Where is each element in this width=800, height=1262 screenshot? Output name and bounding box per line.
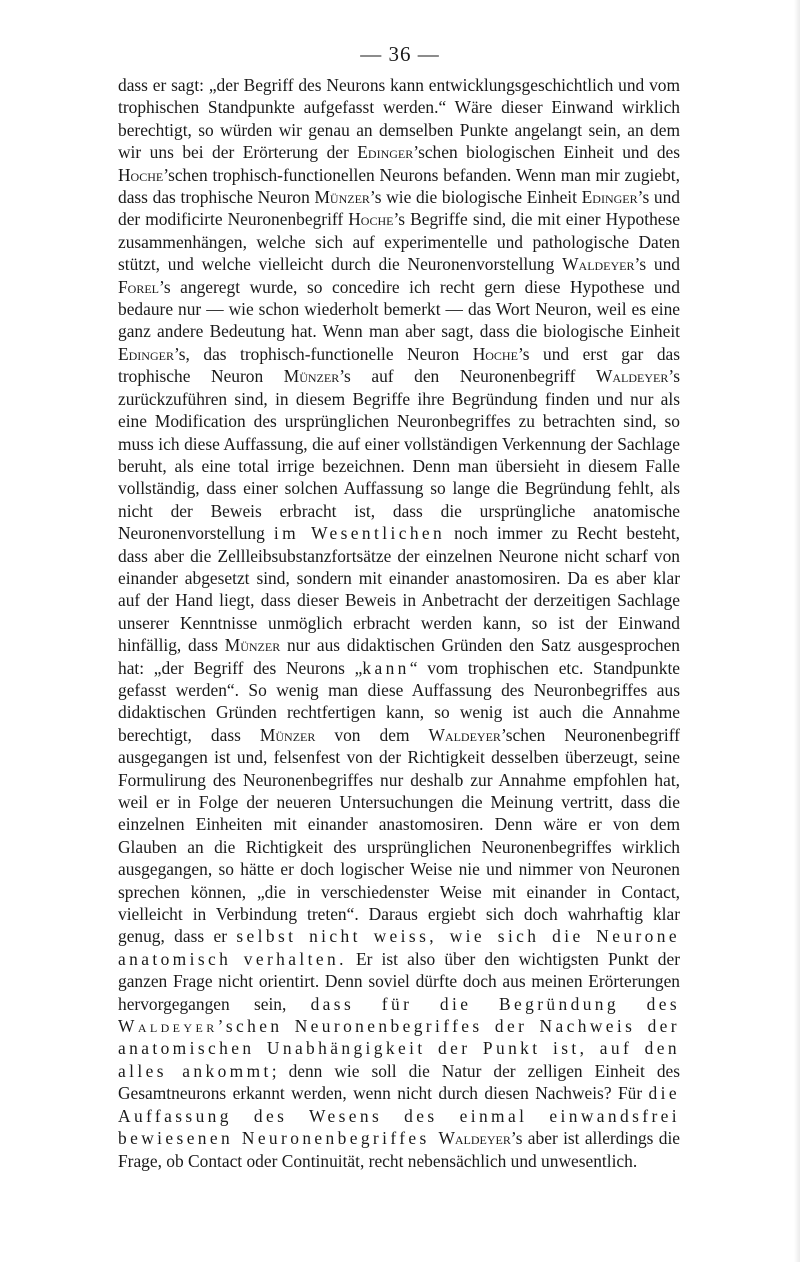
text-run: ’schen trophisch-functionellen Neurons befanden. Wenn man mir zugiebt, dass das trophische Neuron: [118, 164, 680, 208]
author-name-edinger: Edinger: [118, 343, 174, 364]
text-run: ’s angeregt wurde, so concedire ich recht gern diese Hypothese und bedaure nur — wie schon wiederholt bemerkt — das Wort Neuron, weil es eine ganz andere Bedeutung hat. Wenn man aber sagt, dass die biologische Einheit: [118, 276, 680, 342]
emphasis-spaced: im Wesentlichen: [273, 523, 446, 544]
author-name-hoche: Hoche: [348, 209, 394, 230]
author-name-waldeyer: Waldeyer: [428, 724, 501, 745]
emphasis-spaced: ’schen Neuronenbegriffes der Nachweis der anatomischen Unabhängigkeit der Punkt ist, auf den alles ankommt: [118, 1016, 680, 1081]
emphasis-spaced: selbst nicht weiss, wie sich die Neurone anatomisch verhalten.: [118, 926, 680, 969]
text-run: ’s aber ist allerdings die Frage, ob Contact oder Continuität, recht nebensächlich und unwesentlich.: [118, 1128, 680, 1171]
author-name-muenzer: Münzer: [314, 187, 370, 208]
text-run: ’s wie die biologische Einheit: [369, 187, 582, 208]
text-run: dass er sagt: „der Begriff des Neurons kann entwicklungsgeschichtlich und vom trophischen Standpunkte aufgefasst werden.“ Wäre dieser Einwand wirklich berechtigt, so würden wir genau an demselben Punkte angelangt sein, an dem wir uns bei der Erörterung der: [118, 75, 680, 163]
text-run: Er ist also über den wichtigsten Punkt der ganzen Frage nicht orientirt. Denn soviel dürfte doch aus meinen Erörterungen hervorgegangen sein,: [118, 948, 680, 1014]
text-run: ’schen Neuronenbegriff ausgegangen ist und, felsenfest von der Richtigkeit desselben überzeugt, seine Formulirung des Neuronenbegriffes nur deshalb zur Annahme empfohlen hat, weil er in Folge der neueren Untersuchungen die Meinung vertritt, dass die einzelnen Einheiten mit einander anastomosiren. Denn wäre er von dem Glauben an die Richtigkeit des ursprünglichen Neuronenbegriffes wirklich ausgegangen, so hätte er doch logischer Weise nie und nimmer von Neuronen sprechen können, „die in verschiedenster Weise mit einander in Contact, vielleicht in Verbindung treten“. Daraus ergiebt sich doch wahrhaftig klar genug, dass er: [118, 724, 680, 947]
text-run: ’schen biologischen Einheit und des: [413, 142, 680, 163]
text-run: ; denn wie soll die Natur der zelligen Einheit des Gesamtneurons erkannt werden, wenn nicht durch diesen Nachweis? Für: [118, 1060, 681, 1104]
text-run: “ vom trophischen etc. Standpunkte gefasst werden“. So wenig man diese Auffassung des Neuronbegriffes aus didaktischen Gründen rechtfertigen kann, so wenig ist auch die Annahme berechtigt, dass: [118, 657, 680, 745]
text-run: ’s und erst gar das trophische Neuron: [118, 343, 681, 387]
author-name-edinger: Edinger: [581, 187, 638, 208]
author-name-hoche: Hoche: [118, 164, 164, 185]
author-name-muenzer: Münzer: [259, 724, 316, 745]
author-name-edinger: Edinger: [357, 142, 414, 163]
emphasis-spaced: dass für die Begründung des: [310, 993, 681, 1014]
author-name-hoche: Hoche: [472, 343, 518, 364]
page-edge-shadow: [794, 0, 800, 1262]
emphasis-spaced: die Auffassung des Wesens des einmal einwandsfrei bewiesenen Neuronenbegriffes: [118, 1083, 680, 1149]
text-run: ’s und der modificirte Neuronenbegriff: [118, 187, 680, 230]
text-run: nur aus didaktischen Gründen den Satz ausgesprochen hat: „der Begriff des Neurons „: [118, 635, 681, 678]
page-number: — 36 —: [360, 42, 440, 66]
emphasis-spaced: kann: [362, 657, 410, 678]
author-name-waldeyer: Waldeyer: [595, 366, 669, 387]
text-run: ’s auf den Neuronenbegriff: [339, 366, 596, 387]
text-run: ’s und: [634, 254, 680, 275]
author-name-forel: Forel: [118, 276, 160, 297]
text-run: ’s Begriffe sind, die mit einer Hypothese zusammenhängen, welche sich auf experimentelle und pathologische Daten stützt, und welche vielleicht durch die Neuronenvorstellung: [118, 209, 680, 275]
author-name-muenzer: Münzer: [224, 635, 281, 656]
author-name-waldeyer: Waldeyer: [118, 1016, 218, 1037]
text-run: ’s zurückzuführen sind, in diesem Begriffe ihre Begründung finden und nur als eine Modification des ursprünglichen Neuronbegriffes zu betrachten sind, so muss ich diese Auffassung, die auf einer vollständigen Verkennung der Sachlage beruht, als eine total irrige bezeichnen. Denn man übersieht in diesem Falle vollständig, dass einer solchen Auffassung so lange die Begründung fehlt, als nicht der Beweis erbracht ist, dass die ursprüngliche anatomische Neuronenvorstellung: [118, 366, 680, 544]
text-run: von dem: [315, 724, 429, 745]
text-run: ’s, das trophisch-functionelle Neuron: [173, 343, 473, 364]
author-name-waldeyer: Waldeyer: [562, 254, 635, 275]
body-paragraph: [118, 74, 680, 1172]
author-name-waldeyer: Waldeyer: [438, 1128, 511, 1149]
text-run: noch immer zu Recht besteht, dass aber die Zellleibsubstanzfortsätze der einzelnen Neurone nicht scharf von einander abgesetzt sind, sondern mit einander anastomosiren. Da es aber klar auf der Hand liegt, dass dieser Beweis in Anbetracht der derzeitigen Sachlage unserer Kenntnisse unmöglich erbracht werden kann, so ist der Einwand hinfällig, dass: [118, 523, 681, 656]
author-name-muenzer: Münzer: [283, 366, 340, 387]
